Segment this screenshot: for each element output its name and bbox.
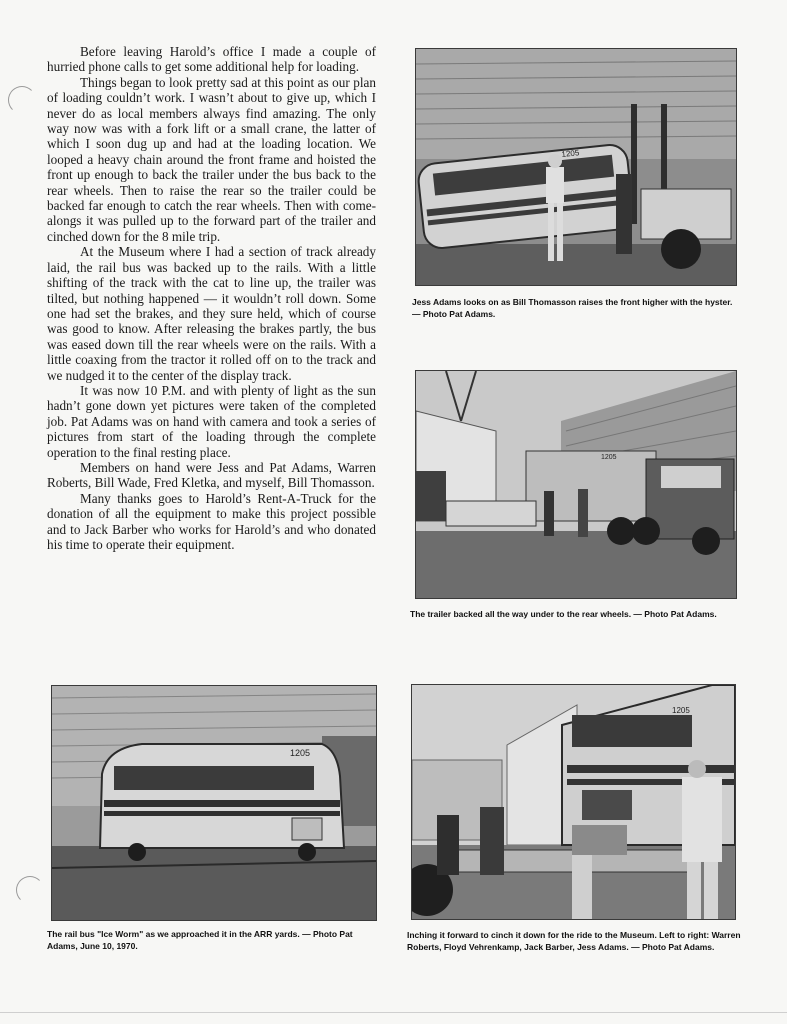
- punch-hole-bottom: [16, 876, 44, 904]
- photo-trailer-under-bus: [415, 370, 737, 599]
- article-paragraph: It was now 10 P.M. and with plenty of light as the sun hadn’t gone down yet pictures were taken of the completed job. Pat Adams was on hand with camera and took a series of pictures from start of the loading through the complete operation to the final resting place.: [47, 382, 376, 460]
- article-paragraph: Before leaving Harold’s office I made a couple of hurried phone calls to get some additional help for loading.: [47, 44, 376, 75]
- punch-hole-top: [8, 86, 36, 114]
- photo-caption: The rail bus "Ice Worm" as we approached it in the ARR yards. — Photo Pat Adams, June 10, 1970.: [47, 929, 353, 951]
- photo-caption: The trailer backed all the way under to the rear wheels. — Photo Pat Adams.: [410, 609, 717, 619]
- article-paragraph: Many thanks goes to Harold’s Rent-A-Truck for the donation of all the equipment to make this project possible and to Jack Barber who works for Harold’s and who donated his time to operate their equipment.: [47, 490, 376, 552]
- bus-number-label: 1205: [672, 706, 690, 715]
- photo-rail-bus-ice-worm: [51, 685, 377, 921]
- photo-caption: Jess Adams looks on as Bill Thomasson raises the front higher with the hyster. — Photo Pat Adams.: [412, 297, 733, 319]
- photo-inching-forward: [411, 684, 736, 920]
- article-paragraph: Members on hand were Jess and Pat Adams, Warren Roberts, Bill Wade, Fred Kletka, and myself, Bill Thomasson.: [47, 459, 376, 491]
- article-paragraph: At the Museum where I had a section of track already laid, the rail bus was backed up to the rails. With a little shifting of the track with the cat to line up, the trailer was tilted, but nothing happened — it wouldn’t roll down. Some one had set the brakes, and they sure held, which of course was good to know. After releasing the brakes partly, the bus was eased down till the rear wheels were on the rails. With a little coaxing from the tractor it rolled off on to the track and we nudged it to the center of the display track.: [47, 244, 376, 383]
- page-bottom-edge: [0, 1012, 787, 1013]
- bus-number-label: 1205: [561, 148, 580, 160]
- bus-number-label: 1205: [290, 748, 311, 758]
- photo-caption: Inching it forward to cinch it down for the ride to the Museum. Left to right: Warren Roberts, Floyd Vehrenkamp, Jack Barber, Jess Adams. — Photo Pat Adams.: [407, 930, 741, 952]
- article-paragraph: Things began to look pretty sad at this point as our plan of loading couldn’t work. I wasn’t about to give up, which I never do as local members always find amazing. The only way now was with a fork lift or a small crane, the latter of which I soon dug up and had at the loading location. We looped a heavy chain around the front frame and hoisted the front up enough to back the trailer under the bus back to the rear wheels. Then to raise the rear so the trailer could be backed far enough to catch the rear wheels. Then with come-alongs it was pulled up to the forward part of the trailer and cinched down for the 8 mile trip.: [47, 74, 376, 244]
- article-body: [47, 44, 376, 552]
- bus-number-label: 1205: [601, 454, 617, 461]
- photo-hyster-lift: [415, 48, 737, 286]
